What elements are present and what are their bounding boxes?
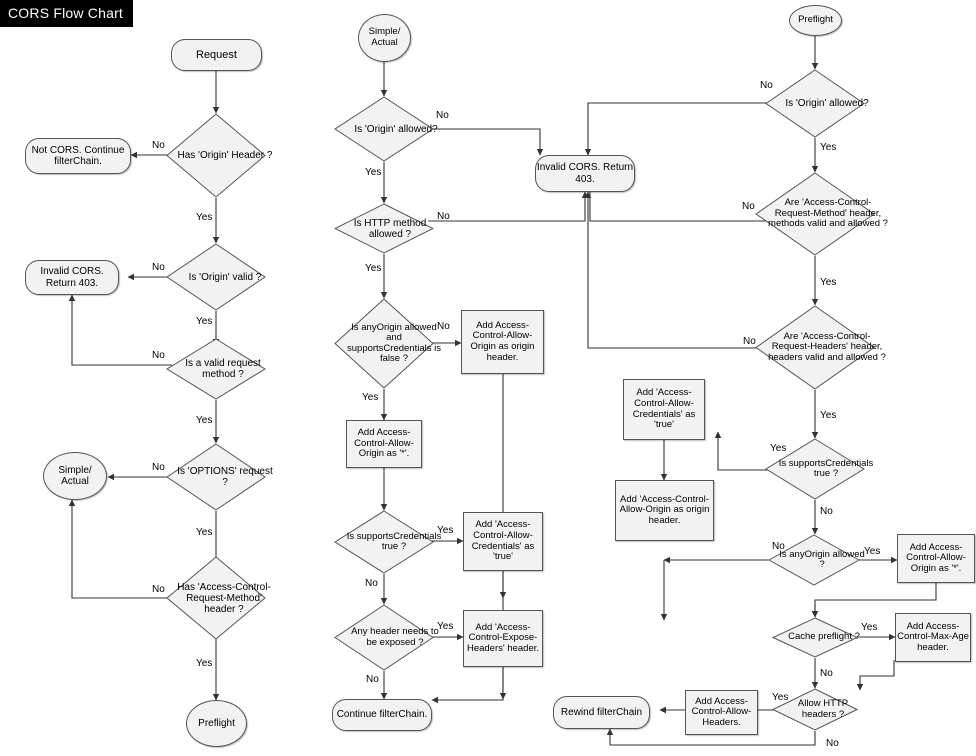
edge-label-yes-has-origin: Yes — [196, 212, 213, 223]
edge-label-no-credentials-right: No — [820, 506, 833, 517]
edge-label-no-valid-method: No — [152, 350, 165, 361]
edge-label-no-anyorigin-mid: No — [437, 321, 450, 332]
edge-label-yes-credentials-mid: Yes — [437, 525, 454, 536]
node-cache-preflight[interactable]: Cache preflight ? — [772, 617, 858, 658]
edge-label-yes-expose: Yes — [437, 621, 454, 632]
node-add-allow-headers[interactable]: Add Access-Control-Allow-Headers. — [685, 690, 758, 735]
node-mid-supports-credentials[interactable]: Is supportsCredentials true ? — [334, 510, 434, 574]
node-any-header-exposed[interactable]: Any header needs to be exposed ? — [334, 604, 434, 671]
node-add-acao-star-right[interactable]: Add Access-Control-Allow-Origin as '*'. — [897, 534, 975, 583]
node-request[interactable]: Request — [171, 39, 262, 71]
edge-label-no-http-method: No — [437, 211, 450, 222]
node-preflight-right[interactable]: Preflight — [789, 5, 842, 36]
edge-label-yes-credentials-right: Yes — [770, 443, 787, 454]
node-right-supports-credentials[interactable]: Is supportsCredentials true ? — [765, 438, 865, 500]
edge-label-no-acrm-left: No — [152, 584, 165, 595]
node-simple-actual-left[interactable]: Simple/ Actual — [43, 452, 107, 500]
node-invalid-cors-403-mid[interactable]: Invalid CORS. Return 403. — [535, 155, 635, 192]
node-continue-filterchain[interactable]: Continue filterChain. — [332, 699, 432, 731]
edge-label-yes-acrm-right: Yes — [820, 277, 837, 288]
node-right-is-origin-allowed[interactable]: Is 'Origin' allowed? — [765, 69, 865, 138]
node-allow-http-headers[interactable]: Allow HTTP headers ? — [772, 688, 858, 731]
node-mid-is-origin-allowed[interactable]: Is 'Origin' allowed? — [334, 96, 434, 162]
edge-label-no-right-origin: No — [760, 80, 773, 91]
edge-label-yes-mid-origin: Yes — [365, 167, 382, 178]
edge-label-no-cache: No — [820, 668, 833, 679]
edge-label-yes-options: Yes — [196, 527, 213, 538]
edge-label-yes-anyorigin-mid: Yes — [362, 392, 379, 403]
node-simple-actual-mid[interactable]: Simple/ Actual — [358, 14, 411, 62]
edge-label-no-acrm-right: No — [742, 201, 755, 212]
node-is-http-method-allowed[interactable]: Is HTTP method allowed ? — [334, 203, 434, 254]
node-acrm-valid-allowed[interactable]: Are 'Access-Control-Request-Method' header, methods valid and allowed ? — [755, 172, 875, 256]
node-is-origin-valid[interactable]: Is 'Origin' valid ? — [166, 243, 266, 311]
edge-label-yes-anyorigin-right: Yes — [864, 546, 881, 557]
edge-label-yes-acrm-left: Yes — [196, 658, 213, 669]
node-has-origin-header[interactable]: Has 'Origin' Header ? — [166, 113, 266, 198]
edge-label-no-options: No — [152, 462, 165, 473]
edge-label-no-credentials-mid: No — [365, 578, 378, 589]
node-preflight-left[interactable]: Preflight — [186, 700, 247, 747]
edge-label-yes-cache: Yes — [861, 622, 878, 633]
node-rewind-filterchain[interactable]: Rewind filterChain — [553, 696, 650, 729]
node-add-acao-origin-right[interactable]: Add 'Access-Control-Allow-Origin as origin header. — [615, 480, 714, 541]
edge-label-no-has-origin: No — [152, 140, 165, 151]
node-not-cors-continue[interactable]: Not CORS. Continue filterChain. — [25, 138, 131, 174]
edge-label-no-anyorigin-right: No — [772, 541, 785, 552]
edge-label-no-origin-valid: No — [152, 262, 165, 273]
node-is-options-request[interactable]: Is 'OPTIONS' request ? — [166, 443, 266, 511]
node-add-expose-headers[interactable]: Add 'Access-Control-Expose-Headers' header. — [463, 610, 543, 667]
node-acrh-valid-allowed[interactable]: Are 'Access-Control-Request-Headers' header, headers valid and allowed ? — [755, 305, 875, 390]
node-add-acao-origin-mid[interactable]: Add Access-Control-Allow-Origin as origin header. — [461, 310, 544, 374]
node-anyorigin-and-credentials-false[interactable]: Is anyOrigin allowed and supportsCredentials is false ? — [334, 298, 434, 389]
node-right-anyorigin-allowed[interactable]: Is anyOrigin allowed ? — [768, 534, 860, 586]
edge-label-yes-http-method: Yes — [365, 263, 382, 274]
edge-label-no-mid-origin: No — [436, 110, 449, 121]
page-title: CORS Flow Chart — [0, 0, 133, 27]
edge-label-no-allow-headers: No — [826, 738, 839, 749]
node-add-max-age[interactable]: Add Access-Control-Max-Age header. — [895, 613, 971, 662]
node-is-valid-request-method[interactable]: Is a valid request method ? — [166, 338, 266, 400]
node-add-acao-star-mid[interactable]: Add Access-Control-Allow-Origin as '*'. — [346, 420, 422, 468]
edge-label-no-expose: No — [366, 674, 379, 685]
edge-label-yes-origin-valid: Yes — [196, 316, 213, 327]
node-add-acac-true-right[interactable]: Add 'Access-Control-Allow-Credentials' as 'true' — [623, 379, 705, 440]
node-add-acac-true-mid[interactable]: Add 'Access-Control-Allow-Credentials' as 'true' — [463, 512, 543, 571]
node-has-acrm-header[interactable]: Has 'Access-Control-Request-Method' header ? — [166, 556, 266, 640]
edge-label-yes-right-origin: Yes — [820, 142, 837, 153]
edge-label-yes-acrh-right: Yes — [820, 410, 837, 421]
edge-label-yes-allow-headers: Yes — [772, 692, 789, 703]
node-invalid-cors-403-left[interactable]: Invalid CORS. Return 403. — [25, 260, 119, 295]
edge-label-yes-valid-method: Yes — [196, 415, 213, 426]
edge-label-no-acrh-right: No — [743, 336, 756, 347]
